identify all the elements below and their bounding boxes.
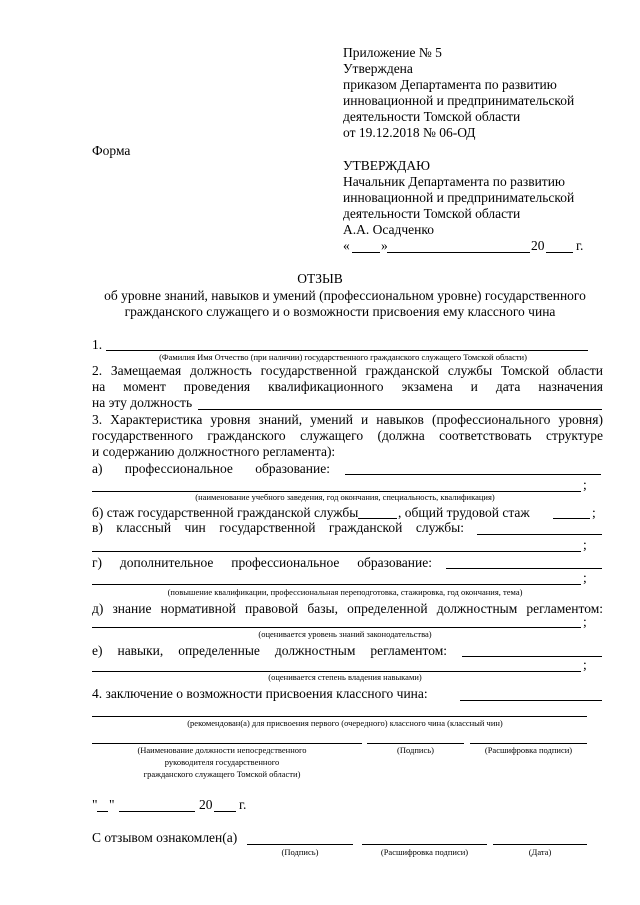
class-rank-label: в) классный чин государственной гражданской службы:	[92, 520, 464, 535]
education-semicolon: ;	[583, 477, 587, 492]
legal-knowledge-field[interactable]	[92, 627, 581, 628]
acquainted-label: С отзывом ознакомлен(а)	[92, 830, 238, 845]
skills-semicolon: ;	[583, 657, 587, 672]
manager-hint-line-2: руководителя государственного	[164, 757, 280, 767]
form-label: Форма	[92, 143, 131, 158]
conclusion-label: 4. заключение о возможности присвоения классного чина:	[92, 686, 428, 701]
manager-position-field[interactable]	[92, 743, 362, 744]
additional-education-label: г) дополнительное профессиональное образование:	[92, 555, 432, 570]
confirm-open-quote: «	[343, 238, 350, 253]
class-rank-semicolon: ;	[583, 537, 587, 552]
service-length-label: б) стаж государственной гражданской службы	[92, 505, 359, 520]
order-date: от 19.12.2018 № 06-ОД	[343, 125, 476, 140]
item-1-number: 1.	[92, 337, 103, 352]
education-hint: (наименование учебного заведения, год окончания, специальность, квалификация)	[195, 492, 495, 502]
employee-name-field[interactable]	[106, 350, 588, 351]
skills-hint: (оценивается степень владения навыками)	[268, 672, 422, 682]
confirm-line-2: инновационной и предпринимательской	[343, 190, 575, 205]
date-year-suffix: г.	[239, 797, 247, 812]
education-field-1[interactable]	[345, 474, 601, 475]
acquainted-date-field[interactable]	[493, 844, 587, 845]
date-close-quote: "	[109, 797, 115, 812]
experience-semicolon: ;	[592, 505, 596, 520]
conclusion-hint: (рекомендован(а) для присвоения первого (очередного) классного чина (классный чин)	[187, 718, 503, 728]
confirm-year-line[interactable]	[546, 252, 573, 253]
conclusion-field-2[interactable]	[92, 716, 587, 717]
acquainted-decode-field[interactable]	[362, 844, 487, 845]
total-experience-field[interactable]	[553, 518, 590, 519]
skills-label: е) навыки, определенные должностным регламентом:	[92, 643, 447, 658]
item-2-line-1: 2. Замещаемая должность государственной гражданской службы Томской области	[92, 363, 603, 378]
document-subtitle-1: об уровне знаний, навыков и умений (профессиональном уровне) государственного	[104, 288, 586, 303]
document-subtitle-2: гражданского служащего и о возможности присвоения ему классного чина	[124, 304, 556, 319]
date-month-field[interactable]	[119, 811, 195, 812]
confirm-year-prefix: 20	[531, 238, 545, 253]
legal-knowledge-semicolon: ;	[583, 614, 587, 629]
education-label: а) профессиональное образование:	[92, 461, 330, 476]
item-2-line-3: на эту должность	[92, 395, 193, 410]
class-rank-field-2[interactable]	[92, 551, 581, 552]
additional-education-semicolon: ;	[583, 570, 587, 585]
confirm-heading: УТВЕРЖДАЮ	[343, 158, 431, 173]
employee-name-hint: (Фамилия Имя Отчество (при наличии) государственного гражданского служащего Томской области)	[159, 352, 527, 362]
additional-education-field-2[interactable]	[92, 584, 581, 585]
confirm-day-line[interactable]	[352, 252, 380, 253]
date-day-field[interactable]	[97, 811, 108, 812]
conclusion-field-1[interactable]	[460, 700, 602, 701]
acquainted-signature-field[interactable]	[247, 844, 353, 845]
manager-decode-hint: (Расшифровка подписи)	[484, 745, 573, 755]
date-open-quote: "	[92, 797, 98, 812]
acquainted-signature-hint: (Подпись)	[281, 847, 319, 857]
legal-knowledge-label: д) знание нормативной правовой базы, определенной должностным регламентом:	[92, 601, 603, 616]
acquainted-decode-hint: (Расшифровка подписи)	[380, 847, 469, 857]
manager-decode-field[interactable]	[470, 743, 587, 744]
legal-knowledge-hint: (оценивается уровень знаний законодательства)	[258, 629, 432, 639]
date-year-prefix: 20	[199, 797, 213, 812]
confirm-name: А.А. Осадченко	[343, 222, 435, 237]
manager-hint-line-3: гражданского служащего Томской области)	[143, 769, 301, 779]
item-3-line-1: 3. Характеристика уровня знаний, умений и навыков (профессионального уровня)	[92, 412, 603, 427]
approved-label: Утверждена	[343, 61, 413, 76]
confirm-line-3: деятельности Томской области	[343, 206, 521, 221]
service-length-field[interactable]	[358, 518, 397, 519]
item-3-line-3: и содержанию должностного регламента):	[92, 444, 336, 459]
item-3-line-2: государственного гражданского служащего (должна соответствовать структуре	[92, 428, 603, 443]
total-experience-label: , общий трудовой стаж	[398, 505, 530, 520]
appendix-label: Приложение № 5	[343, 45, 442, 60]
manager-hint-line-1: (Наименование должности непосредственного	[137, 745, 307, 755]
date-year-field[interactable]	[214, 811, 236, 812]
order-line-1: приказом Департамента по развитию	[343, 77, 557, 92]
class-rank-field-1[interactable]	[477, 534, 602, 535]
document-title: ОТЗЫВ	[297, 271, 343, 286]
order-line-2: инновационной и предпринимательской	[343, 93, 575, 108]
confirm-line-1: Начальник Департамента по развитию	[343, 174, 566, 189]
additional-education-field-1[interactable]	[446, 568, 602, 569]
confirm-year-suffix: г.	[576, 238, 584, 253]
item-2-line-2: на момент проведения квалификационного экзамена и дата назначения	[92, 379, 603, 394]
additional-education-hint: (повышение квалификации, профессиональная переподготовка, стажировка, год окончания, тема)	[167, 587, 523, 597]
position-field[interactable]	[198, 409, 602, 410]
acquainted-date-hint: (Дата)	[528, 847, 552, 857]
confirm-close-quote: »	[381, 238, 388, 253]
order-line-3: деятельности Томской области	[343, 109, 521, 124]
manager-signature-hint: (Подпись)	[397, 745, 434, 755]
manager-signature-field[interactable]	[367, 743, 464, 744]
confirm-month-line[interactable]	[387, 252, 530, 253]
skills-field-1[interactable]	[462, 656, 602, 657]
